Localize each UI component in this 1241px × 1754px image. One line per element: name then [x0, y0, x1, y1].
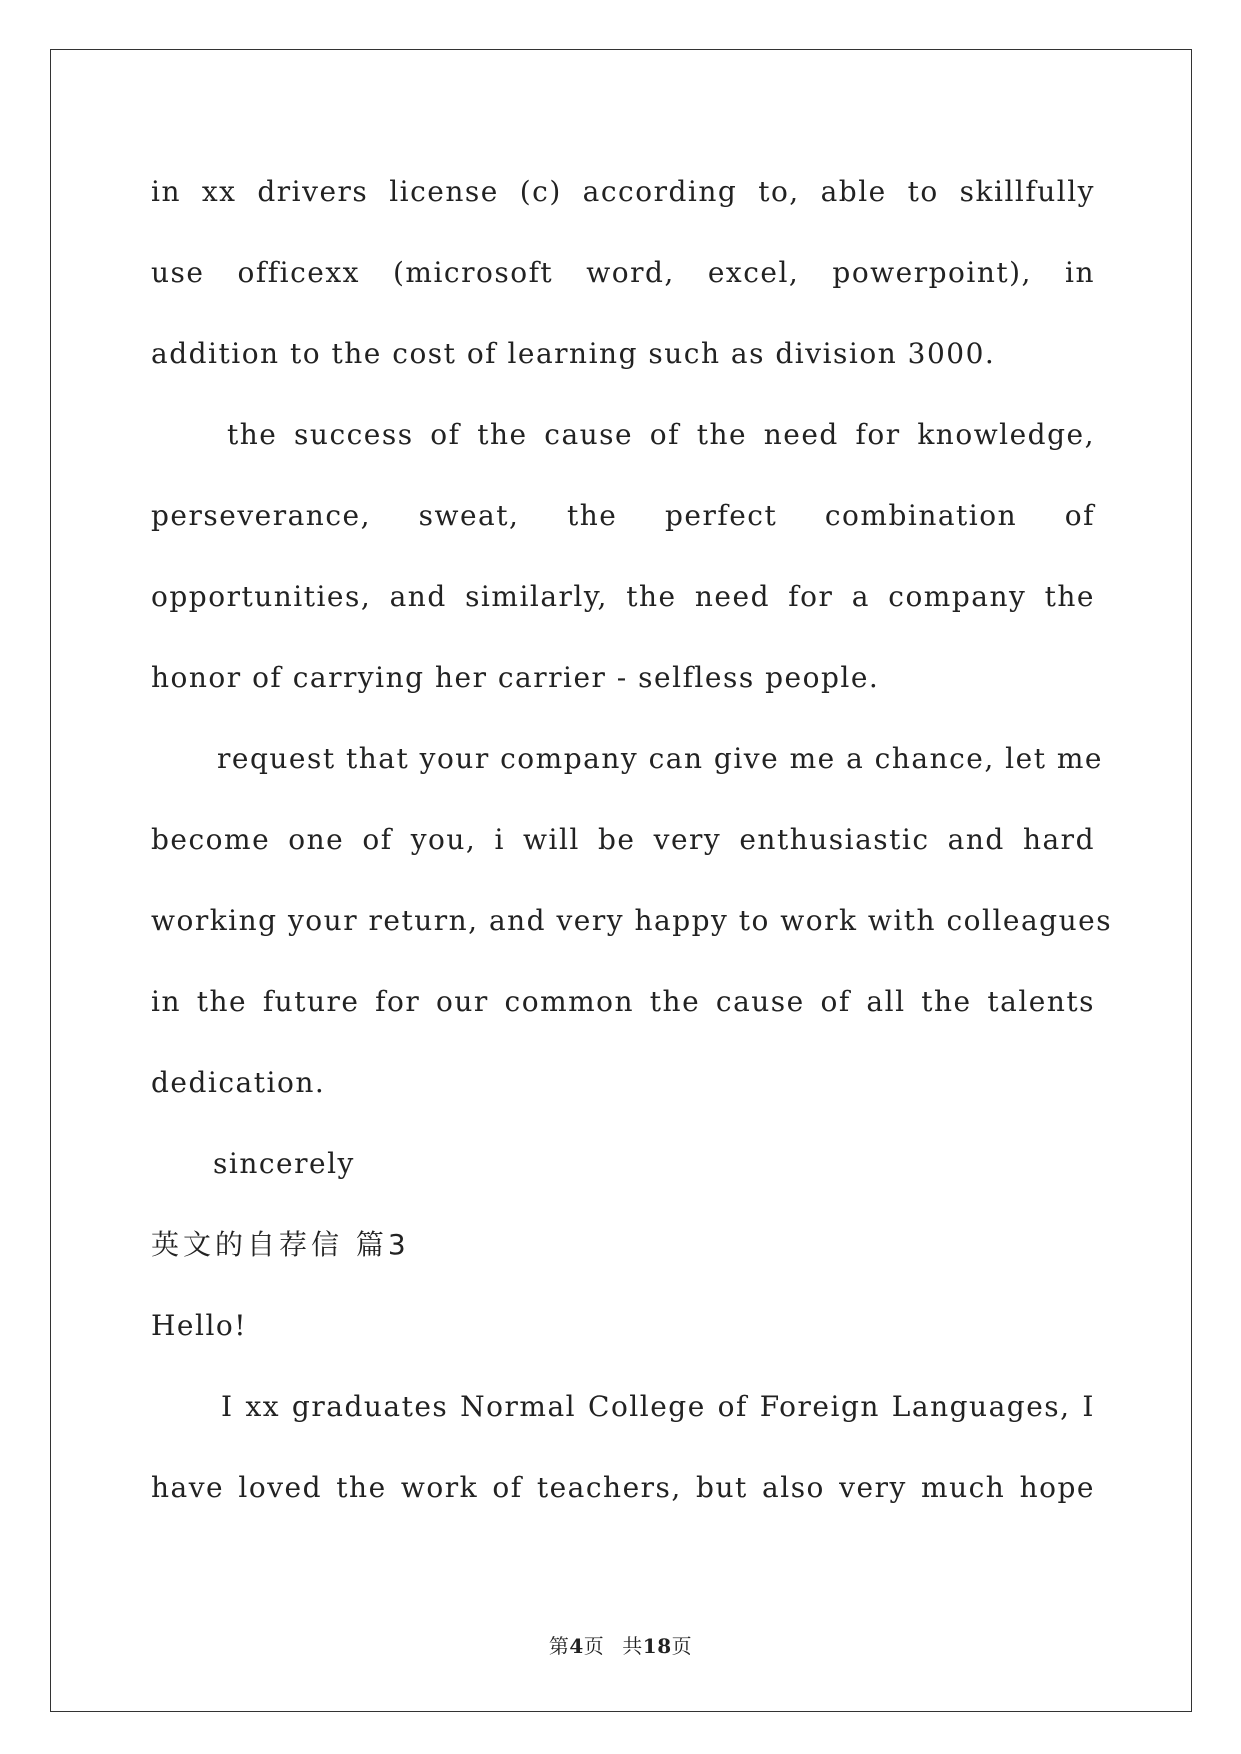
body-line: perseverance, sweat, the perfect combination of — [151, 499, 1095, 532]
body-line: honor of carrying her carrier - selfless people. — [151, 661, 880, 694]
page-footer — [0, 1630, 1241, 1659]
body-line-indented: I xx graduates Normal College of Foreign Languages, I — [221, 1390, 1095, 1423]
footer-total-prefix: 共 — [622, 1634, 643, 1658]
body-line: opportunities, and similarly, the need for a company the — [151, 580, 1095, 613]
greeting: Hello! — [151, 1309, 248, 1342]
body-line: become one of you, i will be very enthusiastic and hard — [151, 823, 1095, 856]
body-line: in the future for our common the cause of all the talents — [151, 985, 1095, 1018]
body-line: working your return, and very happy to work with colleagues — [151, 904, 1113, 937]
body-line: dedication. — [151, 1066, 326, 1099]
body-line: have loved the work of teachers, but also very much hope — [151, 1471, 1095, 1504]
footer-total-pages: 18 — [642, 1634, 672, 1658]
closing-sincerely: sincerely — [213, 1147, 355, 1180]
footer-page-unit: 页 — [583, 1634, 605, 1658]
body-line: use officexx (microsoft word, excel, powerpoint), in — [151, 256, 1095, 289]
section-heading: 英文的自荐信 篇3 — [151, 1228, 410, 1261]
body-line-indented: the success of the cause of the need for knowledge, — [227, 418, 1095, 451]
body-line: addition to the cost of learning such as division 3000. — [151, 337, 996, 370]
page-border — [50, 49, 1192, 1712]
footer-prefix: 第 — [548, 1634, 570, 1658]
footer-total-unit: 页 — [671, 1634, 693, 1658]
body-line: in xx drivers license (c) according to, able to skillfully — [151, 175, 1095, 208]
body-line-indented: request that your company can give me a chance, let me — [217, 742, 1103, 775]
footer-page-number: 4 — [569, 1634, 584, 1658]
